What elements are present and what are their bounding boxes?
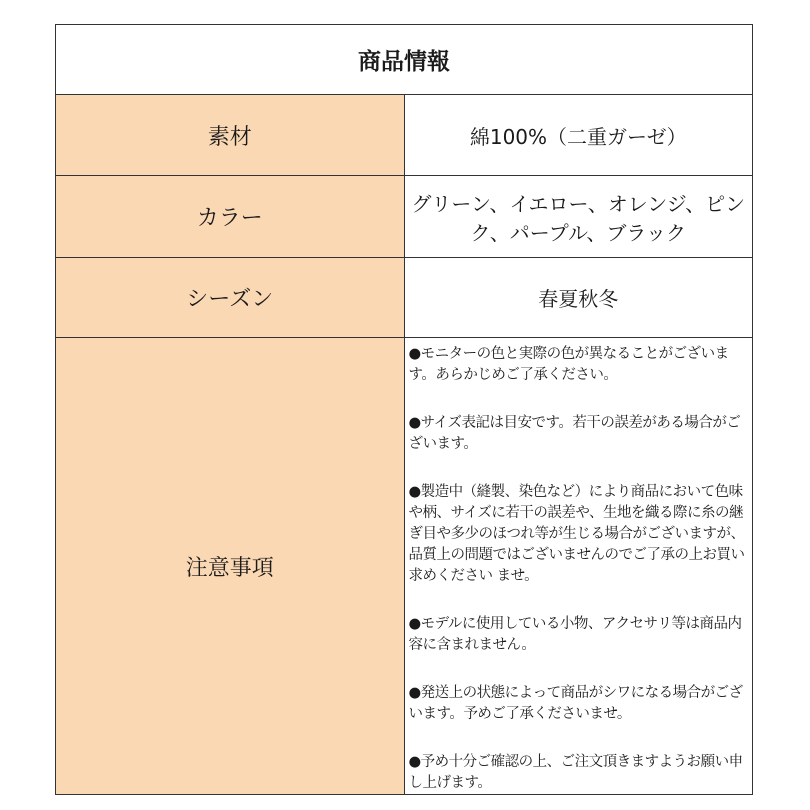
notes-row [56,338,753,795]
product-info-table [55,24,753,795]
notes-label: 注意事項 [56,338,405,795]
note-item: ●発送上の状態によって商品がシワになる場合がございます。予めご了承くださいませ。 [408,685,743,722]
note-item: ●予め十分ご確認の上、ご注文頂きますようお願い申し上げます。 [408,754,743,791]
color-label: カラー [56,176,405,258]
notes-list [404,338,753,795]
material-row [56,95,753,176]
table-title: 商品情報 [56,25,753,95]
color-value: グリーン、イエロー、オレンジ、ピンク、パープル、ブラック [404,176,753,258]
note-item: ●サイズ表記は目安です。若干の誤差がある場合がございます。 [408,415,741,452]
color-row [56,176,753,258]
note-item: ●モニターの色と実際の色が異なることがございます。あらかじめご了承ください。 [408,346,729,383]
season-row [56,258,753,338]
title-row [56,25,753,95]
material-value: 綿100%（二重ガーゼ） [404,95,753,176]
season-value: 春夏秋冬 [404,258,753,338]
material-label: 素材 [56,95,405,176]
season-label: シーズン [56,258,405,338]
note-item: ●製造中（縫製、染色など）により商品において色味や柄、サイズに若干の誤差や、生地を織る際に糸の継ぎ目や多少のほつれ等が生じる場合がございますが、品質上の問題ではございませんのでご了承の上お買い求めください ませ。 [408,484,745,584]
note-item: ●モデルに使用している小物、アクセサリ等は商品内容に含まれません。 [408,616,742,653]
